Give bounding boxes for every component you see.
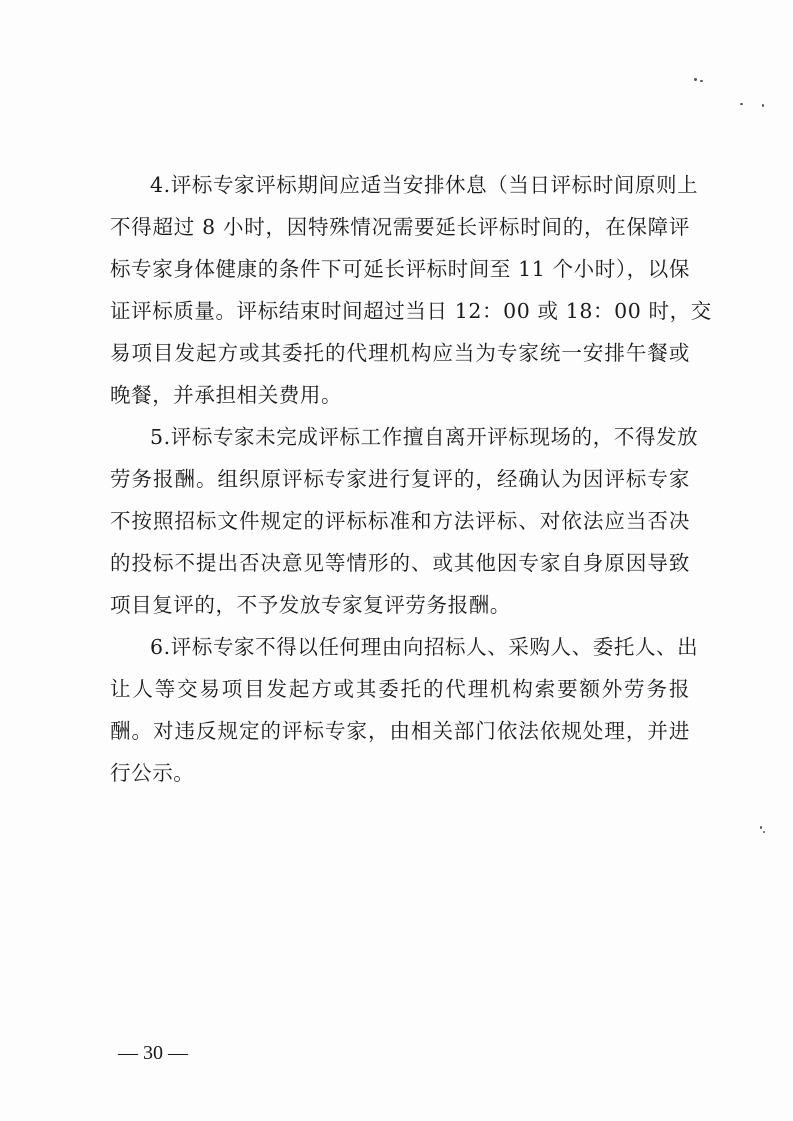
text-line: 易项目发起方或其委托的代理机构应当为专家统一安排午餐或 — [110, 341, 690, 365]
text-line: 证评标质量。评标结束时间超过当日 12：00 或 18：00 时，交 — [110, 299, 712, 323]
text-line: 4.评标专家评标期间应适当安排休息（当日评标时间原则上 — [150, 173, 699, 197]
scan-speck — [762, 104, 764, 107]
scan-speck — [694, 78, 697, 81]
page-number: — 30 — — [118, 1042, 188, 1064]
text-line: 酬。对违反规定的评标专家，由相关部门依法依规处理，并进 — [110, 719, 690, 743]
text-line: 标专家身体健康的条件下可延长评标时间至 11 个小时），以保 — [110, 257, 690, 281]
text-line: 项目复评的，不予发放专家复评劳务报酬。 — [110, 593, 511, 617]
scan-speck — [700, 80, 703, 82]
text-line: 不按照招标文件规定的评标标准和方法评标、对依法应当否决 — [110, 509, 690, 533]
text-line: 不得超过 8 小时，因特殊情况需要延长评标时间的，在保障评 — [110, 215, 690, 239]
text-line: 行公示。 — [110, 761, 195, 785]
scan-speck — [763, 831, 765, 833]
text-line: 让人等交易项目发起方或其委托的代理机构索要额外劳务报 — [110, 677, 690, 701]
scan-speck — [740, 103, 743, 105]
text-line: 晚餐，并承担相关费用。 — [110, 383, 343, 407]
text-line: 5.评标专家未完成评标工作擅自离开评标现场的，不得发放 — [150, 425, 699, 449]
text-line: 的投标不提出否决意见等情形的、或其他因专家自身原因导致 — [110, 551, 690, 575]
text-line: 6.评标专家不得以任何理由向招标人、采购人、委托人、出 — [150, 635, 699, 659]
text-line: 劳务报酬。组织原评标专家进行复评的，经确认为因评标专家 — [110, 467, 690, 491]
scan-speck — [760, 826, 762, 829]
